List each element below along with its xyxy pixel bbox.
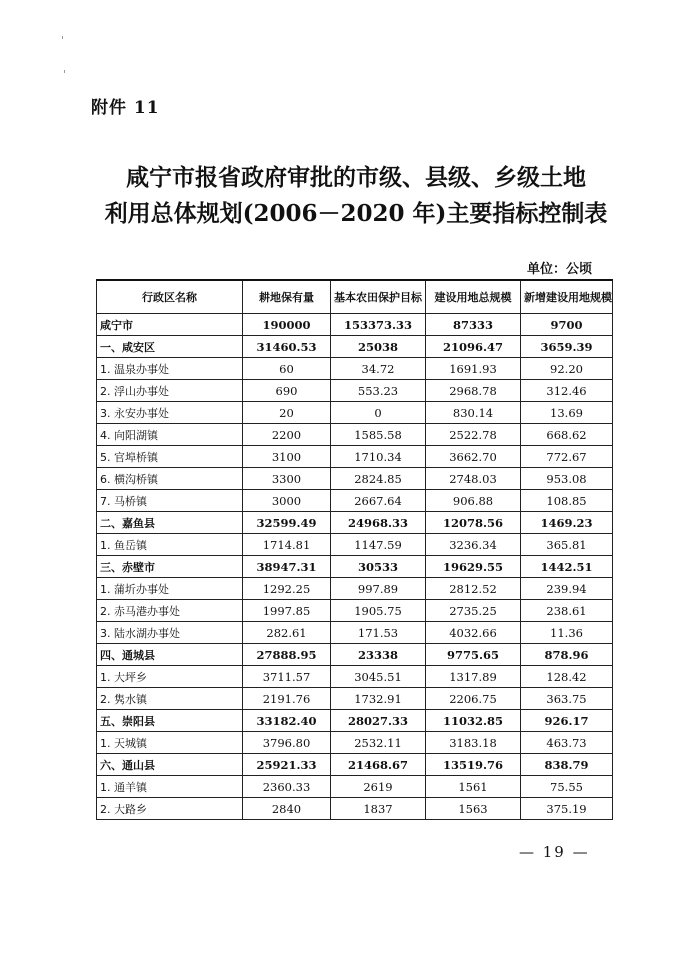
value-cell: 13.69	[521, 402, 613, 424]
value-cell: 1469.23	[521, 512, 613, 534]
value-cell: 3796.80	[243, 732, 331, 754]
value-cell: 32599.49	[243, 512, 331, 534]
table-row	[97, 600, 613, 622]
value-cell: 2968.78	[426, 380, 521, 402]
value-cell: 838.79	[521, 754, 613, 776]
value-cell: 60	[243, 358, 331, 380]
value-cell: 2812.52	[426, 578, 521, 600]
value-cell: 20	[243, 402, 331, 424]
value-cell: 2735.25	[426, 600, 521, 622]
annex-label: 附件 11	[91, 98, 160, 118]
value-cell: 31460.53	[243, 336, 331, 358]
value-cell: 3300	[243, 468, 331, 490]
value-cell: 25038	[331, 336, 426, 358]
value-cell: 3183.18	[426, 732, 521, 754]
region-name-cell: 6. 横沟桥镇	[97, 468, 243, 490]
value-cell: 1710.34	[331, 446, 426, 468]
value-cell: 11032.85	[426, 710, 521, 732]
region-name-cell: 五、崇阳县	[97, 710, 243, 732]
value-cell: 363.75	[521, 688, 613, 710]
value-cell: 34.72	[331, 358, 426, 380]
value-cell: 2667.64	[331, 490, 426, 512]
value-cell: 12078.56	[426, 512, 521, 534]
table-row	[97, 468, 613, 490]
value-cell: 312.46	[521, 380, 613, 402]
value-cell: 365.81	[521, 534, 613, 556]
title-line-1: 咸宁市报省政府审批的市级、县级、乡级土地	[126, 164, 586, 191]
table-row	[97, 556, 613, 578]
value-cell: 2748.03	[426, 468, 521, 490]
table-row	[97, 798, 613, 820]
value-cell: 1563	[426, 798, 521, 820]
value-cell: 1732.91	[331, 688, 426, 710]
value-cell: 2619	[331, 776, 426, 798]
value-cell: 3100	[243, 446, 331, 468]
table-row	[97, 666, 613, 688]
value-cell: 21468.67	[331, 754, 426, 776]
value-cell: 2206.75	[426, 688, 521, 710]
value-cell: 463.73	[521, 732, 613, 754]
value-cell: 2522.78	[426, 424, 521, 446]
table-row	[97, 732, 613, 754]
value-cell: 92.20	[521, 358, 613, 380]
column-header: 基本农田保护目标	[331, 280, 426, 314]
table-row	[97, 688, 613, 710]
region-name-cell: 1. 大坪乡	[97, 666, 243, 688]
value-cell: 997.89	[331, 578, 426, 600]
value-cell: 3662.70	[426, 446, 521, 468]
region-name-cell: 7. 马桥镇	[97, 490, 243, 512]
table-row	[97, 358, 613, 380]
region-name-cell: 三、赤壁市	[97, 556, 243, 578]
value-cell: 75.55	[521, 776, 613, 798]
region-name-cell: 四、通城县	[97, 644, 243, 666]
region-name-cell: 咸宁市	[97, 314, 243, 336]
value-cell: 668.62	[521, 424, 613, 446]
value-cell: 553.23	[331, 380, 426, 402]
value-cell: 13519.76	[426, 754, 521, 776]
table-header-row	[97, 280, 613, 314]
value-cell: 3236.34	[426, 534, 521, 556]
value-cell: 772.67	[521, 446, 613, 468]
value-cell: 1561	[426, 776, 521, 798]
column-header: 建设用地总规模	[426, 280, 521, 314]
region-name-cell: 1. 通羊镇	[97, 776, 243, 798]
indicator-table	[96, 279, 613, 820]
value-cell: 4032.66	[426, 622, 521, 644]
value-cell: 239.94	[521, 578, 613, 600]
region-name-cell: 2. 浮山办事处	[97, 380, 243, 402]
table-row	[97, 336, 613, 358]
value-cell: 1837	[331, 798, 426, 820]
table-row	[97, 380, 613, 402]
value-cell: 2840	[243, 798, 331, 820]
region-name-cell: 1. 鱼岳镇	[97, 534, 243, 556]
region-name-cell: 2. 大路乡	[97, 798, 243, 820]
region-name-cell: 3. 永安办事处	[97, 402, 243, 424]
value-cell: 3659.39	[521, 336, 613, 358]
region-name-cell: 一、咸安区	[97, 336, 243, 358]
value-cell: 926.17	[521, 710, 613, 732]
region-name-cell: 1. 蒲圻办事处	[97, 578, 243, 600]
value-cell: 1905.75	[331, 600, 426, 622]
value-cell: 3045.51	[331, 666, 426, 688]
value-cell: 0	[331, 402, 426, 424]
table-row	[97, 314, 613, 336]
value-cell: 2200	[243, 424, 331, 446]
region-name-cell: 1. 温泉办事处	[97, 358, 243, 380]
table-row	[97, 622, 613, 644]
region-name-cell: 2. 隽水镇	[97, 688, 243, 710]
region-name-cell: 1. 天城镇	[97, 732, 243, 754]
value-cell: 2191.76	[243, 688, 331, 710]
value-cell: 878.96	[521, 644, 613, 666]
region-name-cell: 5. 官埠桥镇	[97, 446, 243, 468]
region-name-cell: 2. 赤马港办事处	[97, 600, 243, 622]
column-header: 行政区名称	[97, 280, 243, 314]
value-cell: 282.61	[243, 622, 331, 644]
value-cell: 690	[243, 380, 331, 402]
value-cell: 27888.95	[243, 644, 331, 666]
value-cell: 1317.89	[426, 666, 521, 688]
value-cell: 38947.31	[243, 556, 331, 578]
value-cell: 375.19	[521, 798, 613, 820]
table-row	[97, 644, 613, 666]
page-number: — 19 —	[519, 843, 590, 861]
title-line-2: 利用总体规划(2006－2020 年)主要指标控制表	[104, 200, 608, 227]
region-name-cell: 3. 陆水湖办事处	[97, 622, 243, 644]
table-body	[97, 314, 613, 820]
value-cell: 1997.85	[243, 600, 331, 622]
region-name-cell: 六、通山县	[97, 754, 243, 776]
value-cell: 830.14	[426, 402, 521, 424]
value-cell: 108.85	[521, 490, 613, 512]
value-cell: 171.53	[331, 622, 426, 644]
value-cell: 2532.11	[331, 732, 426, 754]
value-cell: 30533	[331, 556, 426, 578]
value-cell: 128.42	[521, 666, 613, 688]
column-header: 耕地保有量	[243, 280, 331, 314]
value-cell: 1691.93	[426, 358, 521, 380]
value-cell: 953.08	[521, 468, 613, 490]
table-row	[97, 578, 613, 600]
value-cell: 11.36	[521, 622, 613, 644]
value-cell: 19629.55	[426, 556, 521, 578]
region-name-cell: 二、嘉鱼县	[97, 512, 243, 534]
document-title	[96, 160, 616, 232]
value-cell: 24968.33	[331, 512, 426, 534]
value-cell: 238.61	[521, 600, 613, 622]
table-row	[97, 490, 613, 512]
column-header: 新增建设用地规模	[521, 280, 613, 314]
value-cell: 190000	[243, 314, 331, 336]
value-cell: 21096.47	[426, 336, 521, 358]
value-cell: 33182.40	[243, 710, 331, 732]
value-cell: 2824.85	[331, 468, 426, 490]
region-name-cell: 4. 向阳湖镇	[97, 424, 243, 446]
table-row	[97, 512, 613, 534]
unit-label: 单位：公顷	[527, 262, 593, 277]
value-cell: 1147.59	[331, 534, 426, 556]
value-cell: 1292.25	[243, 578, 331, 600]
table-row	[97, 754, 613, 776]
value-cell: 3000	[243, 490, 331, 512]
value-cell: 28027.33	[331, 710, 426, 732]
value-cell: 1714.81	[243, 534, 331, 556]
value-cell: 2360.33	[243, 776, 331, 798]
value-cell: 153373.33	[331, 314, 426, 336]
table-row	[97, 534, 613, 556]
table-row	[97, 776, 613, 798]
value-cell: 3711.57	[243, 666, 331, 688]
value-cell: 9700	[521, 314, 613, 336]
value-cell: 1442.51	[521, 556, 613, 578]
value-cell: 9775.65	[426, 644, 521, 666]
value-cell: 906.88	[426, 490, 521, 512]
table-row	[97, 710, 613, 732]
value-cell: 25921.33	[243, 754, 331, 776]
table-row	[97, 402, 613, 424]
table-row	[97, 424, 613, 446]
table-row	[97, 446, 613, 468]
value-cell: 1585.58	[331, 424, 426, 446]
value-cell: 23338	[331, 644, 426, 666]
value-cell: 87333	[426, 314, 521, 336]
